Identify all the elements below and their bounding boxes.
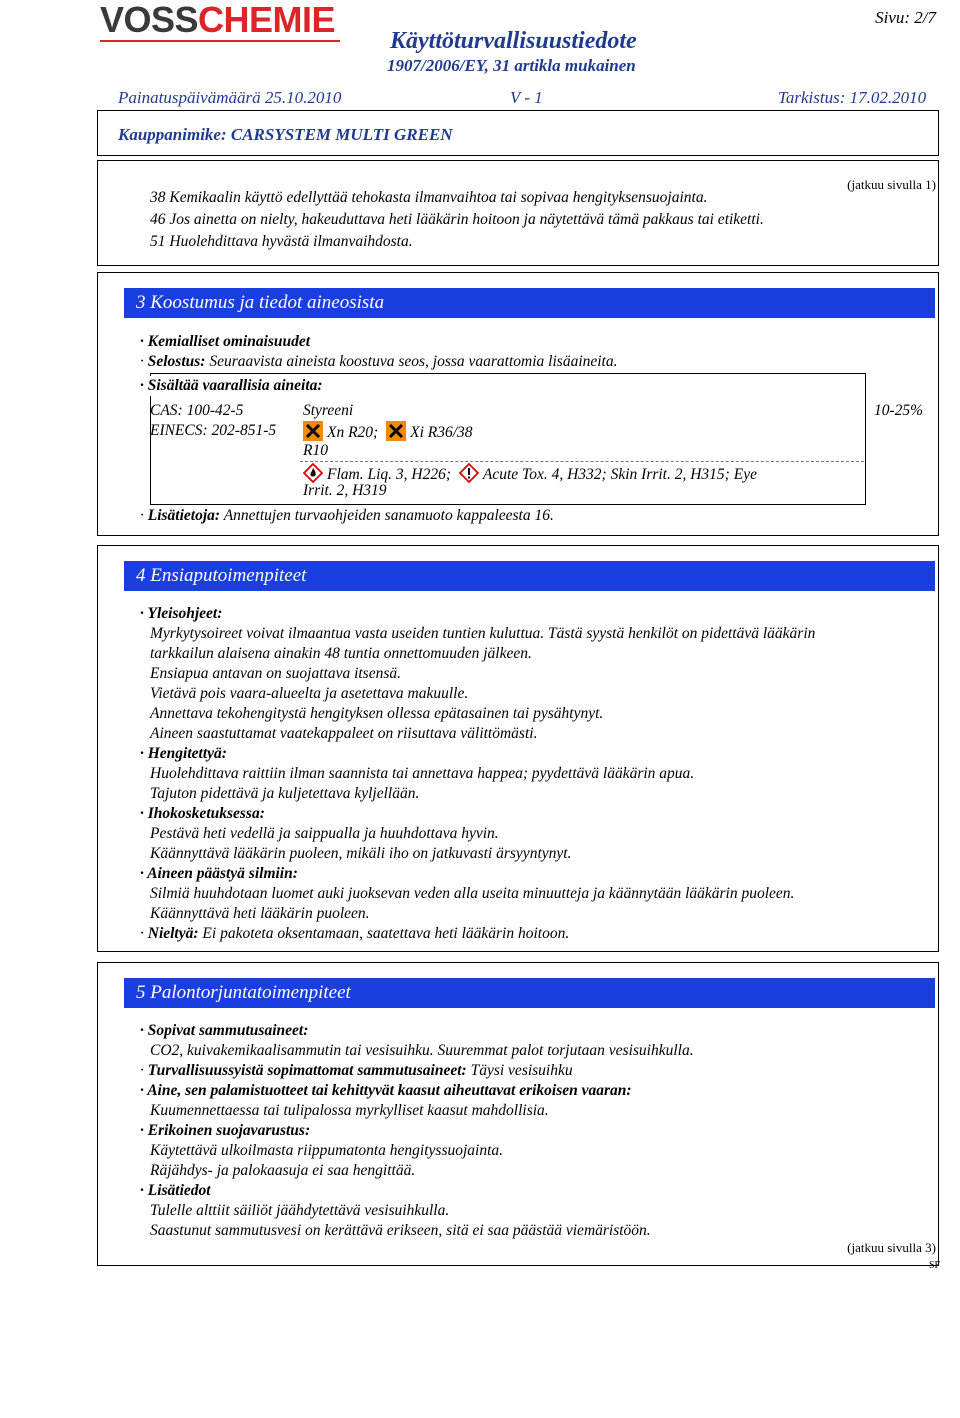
inhaled-line-1: Huolehdittava raittiin ilman saannista tai annettava happea; pyydettävä lääkärin apua. — [150, 765, 695, 782]
protective-line-2: Räjähdys- ja palokaasuja ei saa hengittää. — [150, 1162, 416, 1179]
logo-underline — [100, 40, 340, 42]
r-phrase-38: 38 Kemikaalin käyttö edellyttää tehokasta ilmanvaihtoa tai sopivaa hengityksensuojainta. — [150, 189, 708, 206]
document-title: Käyttöturvallisuustiedote — [390, 28, 637, 54]
r10-phrase: R10 — [303, 442, 328, 459]
dsd-classification: Xn R20; Xi R36/38 — [303, 421, 473, 443]
general-line-4: Vietävä pois vaara-alueelta ja asetettava makuulle. — [150, 685, 469, 702]
hazardous-ingredients-label: · Sisältää vaarallisia aineita: — [140, 377, 323, 394]
chemical-characteristics-label: · Kemialliset ominaisuudet — [140, 333, 311, 350]
inhaled-label: · Hengitettyä: — [140, 745, 227, 762]
protective-line-1: Käytettävä ulkoilmasta riippumatonta hengityssuojainta. — [150, 1142, 504, 1159]
revision-date: Tarkistus: 17.02.2010 — [778, 88, 927, 107]
clp-classification-line-2: Irrit. 2, H319 — [303, 482, 387, 499]
general-line-5: Annettava tekohengitystä hengityksen ollessa epätasainen tai pysähtynyt. — [150, 705, 604, 722]
unsuitable-media-line: · Turvallisuussyistä sopimattomat sammutusaineet: Täysi vesisuihku — [140, 1062, 573, 1079]
continued-to: (jatkuu sivulla 3) — [847, 1240, 936, 1255]
eye-contact-label: · Aineen päästyä silmiin: — [140, 865, 298, 882]
special-hazard-text: Kuumennettaessa tai tulipalossa myrkylliset kaasut mahdollisia. — [150, 1102, 549, 1119]
document-subtitle: 1907/2006/EY, 31 artikla mukainen — [387, 56, 636, 75]
page-number: Sivu: 2/7 — [875, 8, 936, 27]
extinguishing-media-text: CO2, kuivakemikaalisammutin tai vesisuihku. Suuremmat palot torjutaan vesisuihkulla. — [150, 1042, 694, 1059]
section-3-heading: 3 Koostumus ja tiedot aineosista — [124, 288, 935, 318]
extinguishing-media-label: · Sopivat sammutusaineet: — [140, 1022, 309, 1039]
skin-line-1: Pestävä heti vedellä ja saippualla ja huuhdottava hyvin. — [150, 825, 499, 842]
vosschemie-logo: VOSSCHEMIE — [100, 0, 336, 40]
r-phrase-46: 46 Jos ainetta on nielty, hakeuduttava heti lääkärin hoitoon ja näytettävä tämä pakkaus tai etiketti. — [150, 211, 764, 228]
eye-line-2: Käännyttävä heti lääkärin puoleen. — [150, 905, 370, 922]
general-line-3: Ensiapua antavan on suojattava itsensä. — [150, 665, 402, 682]
trade-name: Kauppanimike: CARSYSTEM MULTI GREEN — [118, 125, 453, 144]
additional-info-label: · Lisätiedot — [140, 1182, 211, 1199]
additional-info-line: · Lisätietoja: Annettujen turvaohjeiden sanamuoto kappaleesta 16. — [140, 507, 554, 524]
eye-line-1: Silmiä huuhdotaan luomet auki juoksevan veden alla useita minuutteja ja käännytään lääkärin puoleen. — [150, 885, 795, 902]
special-hazard-label: · Aine, sen palamistuotteet tai kehittyvät kaasut aiheuttavat erikoisen vaaran: — [140, 1082, 632, 1099]
section-4-heading: 4 Ensiaputoimenpiteet — [124, 561, 935, 591]
language-code: SF — [929, 1260, 941, 1271]
dashed-divider — [300, 461, 864, 462]
einecs-number: EINECS: 202-851-5 — [150, 422, 277, 439]
section-5-heading: 5 Palontorjuntatoimenpiteet — [124, 978, 935, 1008]
general-line-2: tarkkailun alaisena ainakin 48 tuntia onnettomuuden jälkeen. — [150, 645, 532, 662]
harmful-cross-icon — [303, 421, 323, 441]
general-line-6: Aineen saastuttamat vaatekappaleet on riisuttava välittömästi. — [150, 725, 538, 742]
r-phrase-51: 51 Huolehdittava hyvästä ilmanvaihdosta. — [150, 233, 413, 250]
substance-name: Styreeni — [303, 402, 354, 419]
protective-equipment-label: · Erikoinen suojavarustus: — [140, 1122, 311, 1139]
irritant-cross-icon — [386, 421, 406, 441]
skin-line-2: Käännyttävä lääkärin puoleen, mikäli iho on jatkuvasti ärsyyntynyt. — [150, 845, 572, 862]
inhaled-line-2: Tajuton pidettävä ja kuljetettava kyljellään. — [150, 785, 420, 802]
general-line-1: Myrkytysoireet voivat ilmaantua vasta useiden tuntien kuluttua. Tästä syystä henkilöt on pidettävä lääkärin — [150, 625, 816, 642]
flame-pictogram-icon — [303, 463, 323, 483]
swallowed-line: · Nieltyä: Ei pakoteta oksentamaan, saatettava heti lääkärin hoitoon. — [140, 925, 570, 942]
info-line-1: Tulelle alttiit säiliöt jäähdytettävä vesisuihkulla. — [150, 1202, 450, 1219]
continued-from: (jatkuu sivulla 1) — [847, 177, 936, 192]
description-line: · Selostus: Seuraavista aineista koostuva seos, jossa vaarattomia lisäaineita. — [140, 353, 618, 370]
general-info-label: · Yleisohjeet: — [140, 605, 223, 622]
skin-contact-label: · Ihokosketuksessa: — [140, 805, 265, 822]
print-date: Painatuspäivämäärä 25.10.2010 — [118, 88, 342, 107]
info-line-2: Saastunut sammutusvesi on kerättävä erikseen, sitä ei saa päästää viemäristöön. — [150, 1222, 651, 1239]
exclamation-pictogram-icon — [459, 463, 479, 483]
version: V - 1 — [510, 88, 543, 107]
concentration: 10-25% — [874, 402, 924, 419]
cas-number: CAS: 100-42-5 — [150, 402, 244, 419]
clp-classification-line-1: Flam. Liq. 3, H226; Acute Tox. 4, H332; Skin Irrit. 2, H315; Eye — [303, 463, 757, 485]
